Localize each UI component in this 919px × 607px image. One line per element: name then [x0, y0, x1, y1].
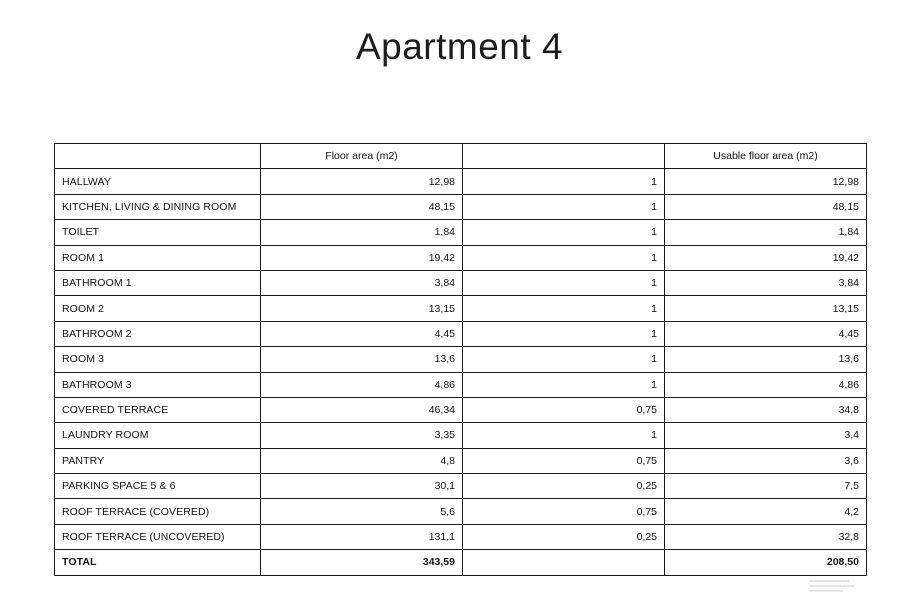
cell-room-name: LAUNDRY ROOM: [55, 423, 261, 448]
cell-room-name: COVERED TERRACE: [55, 397, 261, 422]
cell-usable-area: 7,5: [665, 474, 867, 499]
table-row: [55, 296, 867, 321]
cell-coefficient: 0,75: [463, 499, 665, 524]
page-title: Apartment 4: [355, 26, 564, 67]
cell-room-name: ROOM 1: [55, 245, 261, 270]
cell-coefficient: 0,25: [463, 524, 665, 549]
cell-floor-area: 12,98: [261, 169, 463, 194]
cell-usable-area: 48,15: [665, 194, 867, 219]
table-row: [55, 347, 867, 372]
table-header: [55, 144, 867, 169]
cell-room-name: ROOM 2: [55, 296, 261, 321]
cell-room-name: KITCHEN, LIVING & DINING ROOM: [55, 194, 261, 219]
cell-total-label: TOTAL: [55, 550, 261, 575]
table-row: [55, 270, 867, 295]
cell-room-name: HALLWAY: [55, 169, 261, 194]
table-row: [55, 474, 867, 499]
table-body: [55, 169, 867, 575]
cell-floor-area: 4,45: [261, 321, 463, 346]
cell-coefficient: 1: [463, 270, 665, 295]
area-table-container: [54, 143, 866, 576]
cell-floor-area: 5,6: [261, 499, 463, 524]
cell-usable-area: 4,86: [665, 372, 867, 397]
cell-usable-area: 12,98: [665, 169, 867, 194]
cell-usable-area: 3,4: [665, 423, 867, 448]
cell-usable-area: 13,6: [665, 347, 867, 372]
cell-room-name: PANTRY: [55, 448, 261, 473]
table-row: [55, 397, 867, 422]
cell-usable-area: 34,8: [665, 397, 867, 422]
watermark-mark: [809, 577, 855, 595]
header-room-name: [55, 144, 261, 169]
cell-coefficient: 1: [463, 220, 665, 245]
table-row: [55, 524, 867, 549]
cell-room-name: BATHROOM 3: [55, 372, 261, 397]
cell-coefficient: 1: [463, 194, 665, 219]
cell-floor-area: 131,1: [261, 524, 463, 549]
cell-coefficient: 1: [463, 423, 665, 448]
cell-usable-area: 4,2: [665, 499, 867, 524]
cell-coefficient: 0,75: [463, 448, 665, 473]
cell-coefficient: 1: [463, 296, 665, 321]
cell-room-name: ROOF TERRACE (COVERED): [55, 499, 261, 524]
header-coefficient: [463, 144, 665, 169]
cell-room-name: TOILET: [55, 220, 261, 245]
table-row: [55, 169, 867, 194]
cell-usable-area: 3,84: [665, 270, 867, 295]
cell-floor-area: 48,15: [261, 194, 463, 219]
table-row: [55, 194, 867, 219]
cell-usable-area: 1,84: [665, 220, 867, 245]
header-usable-floor-area: Usable floor area (m2): [665, 144, 867, 169]
table-row: [55, 245, 867, 270]
cell-coefficient: 1: [463, 169, 665, 194]
cell-room-name: PARKING SPACE 5 & 6: [55, 474, 261, 499]
cell-floor-area: 30,1: [261, 474, 463, 499]
table-row: [55, 448, 867, 473]
table-row: [55, 321, 867, 346]
cell-coefficient: 1: [463, 347, 665, 372]
cell-usable-area: 13,15: [665, 296, 867, 321]
cell-coefficient: 1: [463, 372, 665, 397]
header-floor-area: Floor area (m2): [261, 144, 463, 169]
cell-floor-area: 4,86: [261, 372, 463, 397]
cell-floor-area: 4,8: [261, 448, 463, 473]
cell-floor-area: 1,84: [261, 220, 463, 245]
cell-usable-area: 32,8: [665, 524, 867, 549]
cell-floor-area: 3,35: [261, 423, 463, 448]
cell-floor-area: 19,42: [261, 245, 463, 270]
cell-usable-area: 19,42: [665, 245, 867, 270]
cell-room-name: BATHROOM 1: [55, 270, 261, 295]
cell-floor-area: 13,6: [261, 347, 463, 372]
cell-floor-area: 13,15: [261, 296, 463, 321]
cell-floor-area: 46,34: [261, 397, 463, 422]
table-row: [55, 220, 867, 245]
table-row: [55, 423, 867, 448]
area-table: [54, 143, 867, 576]
table-header-row: [55, 144, 867, 169]
cell-usable-area: 4,45: [665, 321, 867, 346]
cell-total-coefficient: [463, 550, 665, 575]
cell-coefficient: 0,25: [463, 474, 665, 499]
cell-room-name: ROOM 3: [55, 347, 261, 372]
cell-coefficient: 1: [463, 321, 665, 346]
cell-total-floor-area: 343,59: [261, 550, 463, 575]
cell-usable-area: 3,6: [665, 448, 867, 473]
table-row: [55, 499, 867, 524]
cell-coefficient: 0,75: [463, 397, 665, 422]
table-row: [55, 372, 867, 397]
cell-room-name: ROOF TERRACE (UNCOVERED): [55, 524, 261, 549]
cell-floor-area: 3,84: [261, 270, 463, 295]
table-total-row: [55, 550, 867, 575]
cell-room-name: BATHROOM 2: [55, 321, 261, 346]
cell-coefficient: 1: [463, 245, 665, 270]
cell-total-usable-area: 208,50: [665, 550, 867, 575]
